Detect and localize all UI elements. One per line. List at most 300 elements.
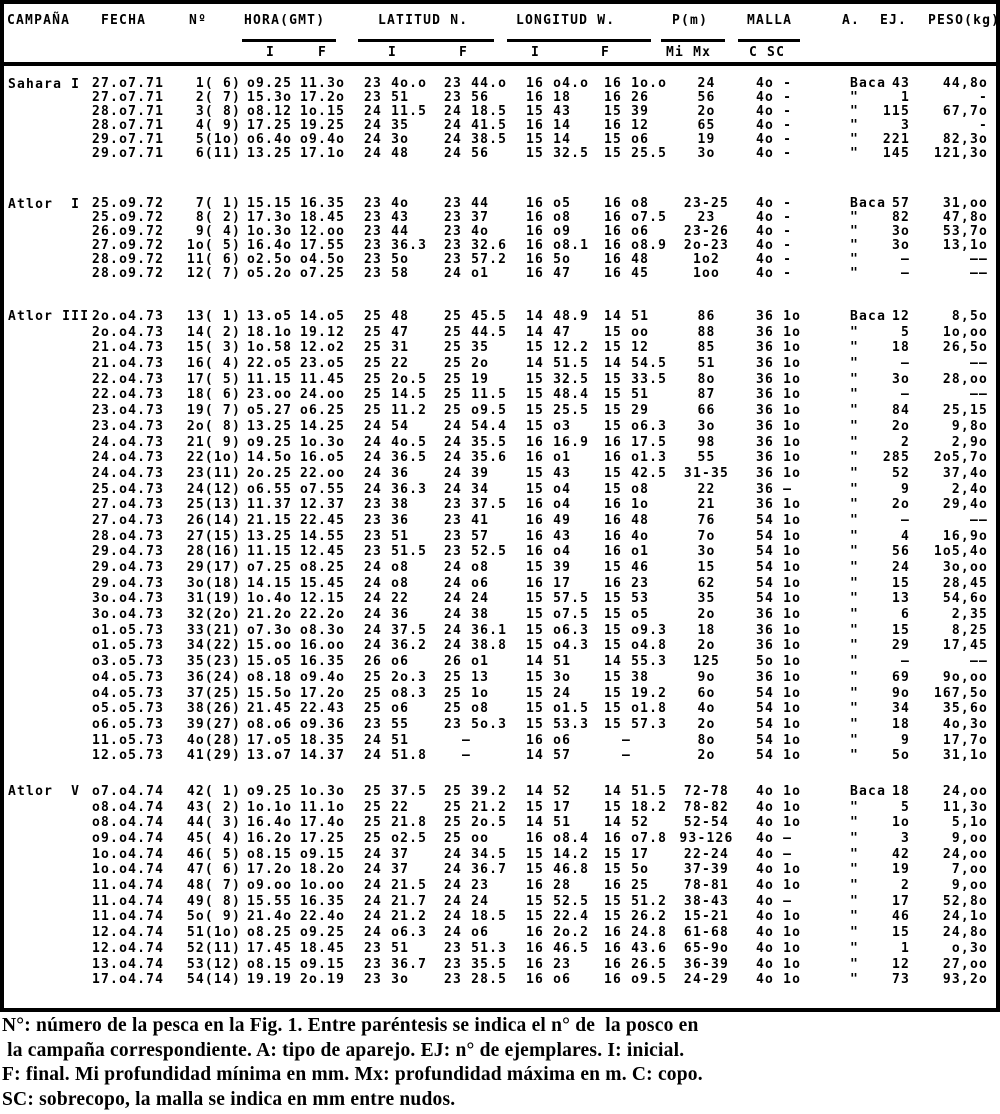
table-row xyxy=(4,894,996,910)
campaign-spacer xyxy=(4,972,92,988)
cell-longitud-final: 16 24.8 xyxy=(604,925,668,941)
cell-latitud-inicial: 25 2o.3 xyxy=(364,669,428,685)
cell-profundidad: 8o xyxy=(697,371,716,387)
cell-fecha: 25.o4.73 xyxy=(92,481,165,497)
cell-latitud-final: 25 45.5 xyxy=(444,309,508,324)
cell-fecha: 23.o4.73 xyxy=(92,418,165,434)
cell-hora-inicial: 15.5o xyxy=(247,685,293,701)
cell-ejemplares: 3o xyxy=(891,371,910,387)
table-row xyxy=(4,253,996,267)
campaign-spacer xyxy=(4,387,92,403)
cell-numero: 11( 6) xyxy=(186,252,241,267)
cell-peso: 9,oo xyxy=(951,878,988,894)
cell-hora-final: 16.oo xyxy=(300,638,346,654)
table-row xyxy=(4,654,996,670)
cell-latitud-final: — xyxy=(444,732,472,748)
cell-latitud-final: 25 1o xyxy=(444,685,490,701)
campaign-spacer xyxy=(4,239,92,253)
cell-latitud-final: 25 19 xyxy=(444,371,490,387)
cell-hora-final: 19.25 xyxy=(300,118,346,133)
cell-profundidad: 7o xyxy=(697,528,716,544)
campaign-spacer xyxy=(4,925,92,941)
table-row xyxy=(4,239,996,253)
cell-fecha: 22.o4.73 xyxy=(92,371,165,387)
cell-fecha: 11.o4.74 xyxy=(92,909,165,925)
cell-aparejo: " xyxy=(850,403,860,419)
cell-peso: 82,3o xyxy=(942,132,988,147)
cell-latitud-final: 24 38.5 xyxy=(444,132,508,147)
cell-numero: 4( 9) xyxy=(195,118,241,133)
cell-malla: 36 — xyxy=(756,481,793,497)
table-row xyxy=(4,340,996,356)
cell-fecha: 28.o9.72 xyxy=(92,266,165,281)
campaign-spacer xyxy=(4,419,92,435)
cell-longitud-final: — xyxy=(604,748,632,764)
cell-aparejo: " xyxy=(850,418,860,434)
cell-numero: 16( 4) xyxy=(186,356,241,372)
cell-aparejo: " xyxy=(850,716,860,732)
cell-aparejo: " xyxy=(850,685,860,701)
cell-malla: 5o 1o xyxy=(756,654,802,670)
cell-ejemplares: 5 xyxy=(900,799,910,815)
cell-numero: 29(17) xyxy=(186,560,241,575)
table-row xyxy=(4,831,996,847)
cell-malla: 54 1o xyxy=(756,732,802,748)
cell-longitud-final: 16 45 xyxy=(604,266,650,281)
cell-numero: 44( 3) xyxy=(186,815,241,831)
cell-latitud-inicial: 25 31 xyxy=(364,340,410,356)
cell-hora-final: 24.oo xyxy=(300,387,346,403)
cell-hora-inicial: 16.4o xyxy=(247,238,293,253)
cell-peso: 53,7o xyxy=(942,224,988,239)
cell-aparejo: " xyxy=(850,371,860,387)
cell-fecha: 29.o4.73 xyxy=(92,544,165,560)
cell-profundidad: 38-43 xyxy=(683,893,730,909)
cell-hora-final: 14.55 xyxy=(300,528,346,544)
table-row xyxy=(4,419,996,435)
cell-longitud-inicial: 16 o6 xyxy=(526,972,572,988)
cell-longitud-inicial: 16 o5 xyxy=(526,196,572,211)
table-row xyxy=(4,717,996,733)
cell-longitud-inicial: 15 3o xyxy=(526,669,572,685)
cell-aparejo: " xyxy=(850,481,860,497)
cell-fecha: o7.o4.74 xyxy=(92,783,165,799)
cell-profundidad: 2o xyxy=(697,716,716,732)
cell-malla: 4o 1o xyxy=(756,909,802,925)
cell-latitud-final: 24 o8 xyxy=(444,560,490,575)
cell-malla: 36 1o xyxy=(756,607,802,623)
cell-hora-final: 22.4o xyxy=(300,909,346,925)
cell-aparejo: " xyxy=(850,497,860,513)
cell-profundidad: 4o xyxy=(697,701,716,717)
cell-longitud-inicial: 15 53.3 xyxy=(526,716,590,732)
cell-malla: 36 1o xyxy=(756,309,802,324)
campaign-spacer xyxy=(4,654,92,670)
cell-latitud-final: 24 23 xyxy=(444,878,490,894)
table-row xyxy=(4,957,996,973)
col-header-profundidad: P(m) xyxy=(672,13,709,28)
cell-profundidad: 23-25 xyxy=(683,196,730,211)
cell-latitud-inicial: 25 22 xyxy=(364,799,410,815)
campaign-spacer xyxy=(4,878,92,894)
cell-malla: 4o - xyxy=(756,104,793,119)
campaign-spacer xyxy=(4,815,92,831)
cell-hora-inicial: 19.19 xyxy=(247,972,293,988)
table-row xyxy=(4,133,996,147)
cell-profundidad: 15 xyxy=(697,560,716,575)
cell-hora-inicial: 23.oo xyxy=(247,387,293,403)
cell-longitud-inicial: 14 57 xyxy=(526,748,572,764)
cell-hora-final: 12.oo xyxy=(300,224,346,239)
cell-ejemplares: 1 xyxy=(900,940,910,956)
cell-longitud-final: 15 o8 xyxy=(604,481,650,497)
cell-hora-inicial: o7.3o xyxy=(247,622,293,638)
table-row xyxy=(4,670,996,686)
cell-malla: 36 1o xyxy=(756,387,802,403)
cell-longitud-inicial: 16 o8 xyxy=(526,210,572,225)
cell-longitud-final: 16 o6 xyxy=(604,224,650,239)
cell-ejemplares: — xyxy=(900,252,910,267)
campaign-spacer xyxy=(4,225,92,239)
cell-fecha: 28.o7.71 xyxy=(92,104,165,119)
cell-ejemplares: 2 xyxy=(900,878,910,894)
cell-longitud-inicial: 16 16.9 xyxy=(526,434,590,450)
cell-profundidad: 24-29 xyxy=(683,972,730,988)
cell-hora-inicial: 2o.25 xyxy=(247,465,293,481)
table-body xyxy=(4,66,996,988)
cell-peso: —— xyxy=(969,356,988,372)
cell-longitud-inicial: 15 14 xyxy=(526,132,572,147)
cell-ejemplares: 9 xyxy=(900,732,910,748)
cell-fecha: o1.o5.73 xyxy=(92,638,165,654)
cell-fecha: 11.o5.73 xyxy=(92,732,165,748)
cell-peso: 17,7o xyxy=(942,732,988,748)
cell-latitud-inicial: 23 51.5 xyxy=(364,544,428,560)
cell-numero: 8( 2) xyxy=(195,210,241,225)
table-row xyxy=(4,309,996,325)
table-row xyxy=(4,529,996,545)
cell-ejemplares: 5o xyxy=(891,748,910,764)
cell-ejemplares: 17 xyxy=(891,893,910,909)
cell-longitud-inicial: 14 51 xyxy=(526,654,572,670)
campaign-spacer xyxy=(4,105,92,119)
cell-profundidad: 2o xyxy=(697,104,716,119)
cell-peso: 1o,oo xyxy=(942,324,988,340)
cell-latitud-final: 23 57 xyxy=(444,528,490,544)
cell-aparejo: " xyxy=(850,238,860,253)
campaign-label: Atlor I xyxy=(8,197,81,212)
cell-peso: 28,oo xyxy=(942,371,988,387)
cell-peso: 35,6o xyxy=(942,701,988,717)
cell-hora-inicial: o5.27 xyxy=(247,403,293,419)
cell-longitud-final: 15 o4.8 xyxy=(604,638,668,654)
cell-latitud-inicial: 24 54 xyxy=(364,418,410,434)
cell-profundidad: 15-21 xyxy=(683,909,730,925)
cell-aparejo: " xyxy=(850,799,860,815)
cell-fecha: 12.o4.74 xyxy=(92,940,165,956)
campaign-spacer xyxy=(4,466,92,482)
cell-fecha: 25.o9.72 xyxy=(92,196,165,211)
cell-longitud-final: 16 12 xyxy=(604,118,650,133)
cell-numero: 53(12) xyxy=(186,956,241,972)
cell-latitud-inicial: 24 36 xyxy=(364,465,410,481)
cell-latitud-final: 24 24 xyxy=(444,893,490,909)
cell-fecha: o1.o5.73 xyxy=(92,622,165,638)
cell-malla: 54 1o xyxy=(756,716,802,732)
cell-longitud-final: 16 o1.3 xyxy=(604,450,668,466)
campaign-spacer xyxy=(4,513,92,529)
cell-hora-inicial: o8.o6 xyxy=(247,716,293,732)
table-row xyxy=(4,197,996,211)
cell-longitud-inicial: 16 23 xyxy=(526,956,572,972)
cell-numero: 36(24) xyxy=(186,669,241,685)
cell-ejemplares: 46 xyxy=(891,909,910,925)
cell-longitud-inicial: 15 o6.3 xyxy=(526,622,590,638)
campaign-spacer xyxy=(4,497,92,513)
cell-ejemplares: 13 xyxy=(891,591,910,607)
cell-numero: 45( 4) xyxy=(186,831,241,846)
cell-longitud-final: 15 39 xyxy=(604,104,650,119)
cell-longitud-inicial: 16 28 xyxy=(526,878,572,894)
cell-longitud-final: 15 29 xyxy=(604,403,650,419)
cell-hora-final: 18.2o xyxy=(300,862,346,878)
cell-longitud-final: 14 55.3 xyxy=(604,654,668,670)
cell-profundidad: 125 xyxy=(692,654,721,670)
cell-longitud-final: 16 o7.5 xyxy=(604,210,668,225)
cell-profundidad: 72-78 xyxy=(683,783,730,799)
cell-longitud-final: 16 o7.8 xyxy=(604,831,668,846)
cell-fecha: 1o.o4.74 xyxy=(92,862,165,878)
cell-latitud-final: 24 36.7 xyxy=(444,862,508,878)
col-header-ejemplares: EJ. xyxy=(880,13,908,28)
table-row xyxy=(4,560,996,576)
cell-hora-inicial: 21.2o xyxy=(247,607,293,623)
cell-longitud-final: 16 43.6 xyxy=(604,940,668,956)
cell-hora-inicial: 14.15 xyxy=(247,575,293,591)
cell-malla: 54 1o xyxy=(756,560,802,575)
cell-aparejo: " xyxy=(850,622,860,638)
cell-ejemplares: 18 xyxy=(891,340,910,356)
cell-hora-final: o9.4o xyxy=(300,669,346,685)
cell-malla: 4o — xyxy=(756,893,793,909)
cell-fecha: o4.o5.73 xyxy=(92,685,165,701)
campaign-spacer xyxy=(4,831,92,847)
cell-longitud-inicial: 15 43 xyxy=(526,104,572,119)
campaign-spacer xyxy=(4,733,92,749)
cell-latitud-final: 26 o1 xyxy=(444,654,490,670)
cell-aparejo: Baca xyxy=(850,196,887,211)
cell-numero: 15( 3) xyxy=(186,340,241,356)
cell-latitud-final: 24 34.5 xyxy=(444,846,508,862)
cell-aparejo: " xyxy=(850,815,860,831)
campaign-spacer xyxy=(4,450,92,466)
cell-malla: 4o - xyxy=(756,266,793,281)
cell-fecha: o3.o5.73 xyxy=(92,654,165,670)
cell-numero: 14( 2) xyxy=(186,324,241,340)
cell-numero: 4o(28) xyxy=(186,732,241,748)
col-header-aparejo: A. xyxy=(842,13,861,28)
cell-hora-final: 17.25 xyxy=(300,831,346,846)
col-header-longitud: LONGITUD W. xyxy=(516,13,616,28)
cell-hora-final: 11.45 xyxy=(300,371,346,387)
cell-fecha: 11.o4.74 xyxy=(92,893,165,909)
cell-numero: 39(27) xyxy=(186,716,241,732)
cell-longitud-final: 15 51.2 xyxy=(604,893,668,909)
table-row xyxy=(4,544,996,560)
cell-ejemplares: 2 xyxy=(900,434,910,450)
cell-latitud-inicial: 23 4o.o xyxy=(364,76,428,91)
cell-malla: 54 1o xyxy=(756,575,802,591)
cell-aparejo: " xyxy=(850,266,860,281)
cell-numero: 18( 6) xyxy=(186,387,241,403)
cell-longitud-inicial: 14 48.9 xyxy=(526,309,590,324)
cell-hora-final: 17.2o xyxy=(300,90,346,105)
cell-malla: 4o — xyxy=(756,846,793,862)
subheader-c-sc: C SC xyxy=(749,45,786,60)
cell-longitud-final: 16 o8.9 xyxy=(604,238,668,253)
cell-longitud-final: 14 51 xyxy=(604,309,650,324)
cell-latitud-final: 23 51.3 xyxy=(444,940,508,956)
cell-latitud-final: 25 13 xyxy=(444,669,490,685)
cell-longitud-final: 16 4o xyxy=(604,528,650,544)
cell-latitud-inicial: 23 55 xyxy=(364,716,410,732)
cell-hora-final: o9.4o xyxy=(300,132,346,147)
cell-ejemplares: — xyxy=(900,387,910,403)
campaign-label: Sahara I xyxy=(8,77,81,92)
cell-latitud-final: 23 37 xyxy=(444,210,490,225)
cell-aparejo: " xyxy=(850,893,860,909)
cell-hora-inicial: 13.o5 xyxy=(247,309,293,324)
cell-longitud-inicial: 16 14 xyxy=(526,118,572,133)
cell-hora-inicial: o6.4o xyxy=(247,132,293,147)
cell-numero: 19( 7) xyxy=(186,403,241,419)
cell-longitud-final: 15 33.5 xyxy=(604,371,668,387)
cell-longitud-final: 16 1o.o xyxy=(604,76,668,91)
cell-hora-final: 22.2o xyxy=(300,607,346,623)
cell-longitud-final: 15 o1.8 xyxy=(604,701,668,717)
cell-fecha: 13.o4.74 xyxy=(92,956,165,972)
cell-hora-inicial: o5.2o xyxy=(247,266,293,281)
cell-peso: 24,oo xyxy=(942,846,988,862)
table-row xyxy=(4,91,996,105)
cell-latitud-final: 25 o9.5 xyxy=(444,403,508,419)
cell-hora-final: 1o.3o xyxy=(300,434,346,450)
cell-malla: 4o - xyxy=(756,118,793,133)
cell-longitud-inicial: 16 o4.o xyxy=(526,76,590,91)
campaign-spacer xyxy=(4,253,92,267)
cell-latitud-inicial: 24 35 xyxy=(364,118,410,133)
cell-hora-final: o8.3o xyxy=(300,622,346,638)
cell-ejemplares: 34 xyxy=(891,701,910,717)
cell-peso: 24,oo xyxy=(942,783,988,799)
cell-profundidad: 35 xyxy=(697,591,716,607)
cell-fecha: 26.o9.72 xyxy=(92,224,165,239)
cell-latitud-inicial: 25 14.5 xyxy=(364,387,428,403)
cell-aparejo: " xyxy=(850,118,860,133)
cell-numero: 7( 1) xyxy=(195,196,241,211)
cell-malla: 4o - xyxy=(756,146,793,161)
table-row xyxy=(4,748,996,764)
cell-longitud-final: 15 46 xyxy=(604,560,650,575)
cell-ejemplares: 115 xyxy=(882,104,910,119)
cell-malla: 4o - xyxy=(756,238,793,253)
cell-longitud-inicial: 15 48.4 xyxy=(526,387,590,403)
cell-latitud-inicial: 25 37.5 xyxy=(364,783,428,799)
cell-hora-final: 12.37 xyxy=(300,497,346,513)
cell-hora-inicial: 17.o5 xyxy=(247,732,293,748)
cell-latitud-inicial: 23 5o xyxy=(364,252,410,267)
cell-profundidad: 24 xyxy=(697,76,716,91)
cell-ejemplares: 15 xyxy=(891,925,910,941)
cell-latitud-inicial: 24 21.2 xyxy=(364,909,428,925)
cell-numero: 33(21) xyxy=(186,622,241,638)
cell-profundidad: 61-68 xyxy=(683,925,730,941)
cell-latitud-inicial: 24 51.8 xyxy=(364,748,428,764)
cell-hora-inicial: o8.12 xyxy=(247,104,293,119)
cell-hora-final: o7.25 xyxy=(300,266,346,281)
cell-malla: 36 1o xyxy=(756,669,802,685)
cell-fecha: 21.o4.73 xyxy=(92,340,165,356)
cell-hora-final: 12.45 xyxy=(300,544,346,560)
cell-latitud-final: 25 44.5 xyxy=(444,324,508,340)
table-row xyxy=(4,147,996,161)
cell-latitud-final: 23 56 xyxy=(444,90,490,105)
cell-profundidad: 85 xyxy=(697,340,716,356)
table-row xyxy=(4,733,996,749)
cell-latitud-final: 25 o8 xyxy=(444,701,490,717)
cell-malla: 54 1o xyxy=(756,701,802,717)
cell-aparejo: " xyxy=(850,252,860,267)
campaign-group xyxy=(4,784,996,988)
cell-profundidad: 86 xyxy=(697,309,716,324)
cell-aparejo: " xyxy=(850,90,860,105)
cell-longitud-inicial: 16 2o.2 xyxy=(526,925,590,941)
cell-profundidad: 36-39 xyxy=(683,956,730,972)
cell-hora-final: 1o.15 xyxy=(300,104,346,119)
cell-hora-inicial: 16.2o xyxy=(247,831,293,846)
cell-numero: 24(12) xyxy=(186,481,241,497)
cell-hora-inicial: o8.25 xyxy=(247,925,293,941)
cell-hora-final: 17.2o xyxy=(300,685,346,701)
campaign-spacer xyxy=(4,748,92,764)
cell-malla: 4o 1o xyxy=(756,815,802,831)
cell-latitud-final: 25 2o xyxy=(444,356,490,372)
footnotes xyxy=(2,1014,996,1112)
cell-hora-inicial: 13.o7 xyxy=(247,748,293,764)
cell-ejemplares: 2o xyxy=(891,418,910,434)
cell-numero: 49( 8) xyxy=(186,893,241,909)
cell-aparejo: " xyxy=(850,701,860,717)
cell-hora-final: 12.o2 xyxy=(300,340,346,356)
table-row xyxy=(4,862,996,878)
cell-numero: 52(11) xyxy=(186,940,241,956)
cell-malla: 54 1o xyxy=(756,685,802,701)
cell-ejemplares: 6 xyxy=(900,607,910,623)
campaign-spacer xyxy=(4,340,92,356)
cell-hora-inicial: o8.15 xyxy=(247,956,293,972)
campaign-spacer xyxy=(4,267,92,281)
cell-numero: 1( 6) xyxy=(195,76,241,91)
cell-hora-final: 1o.3o xyxy=(300,783,346,799)
cell-peso: 24,1o xyxy=(942,909,988,925)
footnote-line: la campaña correspondiente. A: tipo de aparejo. EJ: n° de ejemplares. I: inicial. xyxy=(2,1039,685,1061)
cell-aparejo: " xyxy=(850,544,860,560)
cell-fecha: 2o.o4.73 xyxy=(92,324,165,340)
cell-numero: 6(11) xyxy=(195,146,241,161)
cell-ejemplares: 29 xyxy=(891,638,910,654)
cell-peso: 9,8o xyxy=(951,418,988,434)
cell-profundidad: 23-26 xyxy=(683,224,730,239)
